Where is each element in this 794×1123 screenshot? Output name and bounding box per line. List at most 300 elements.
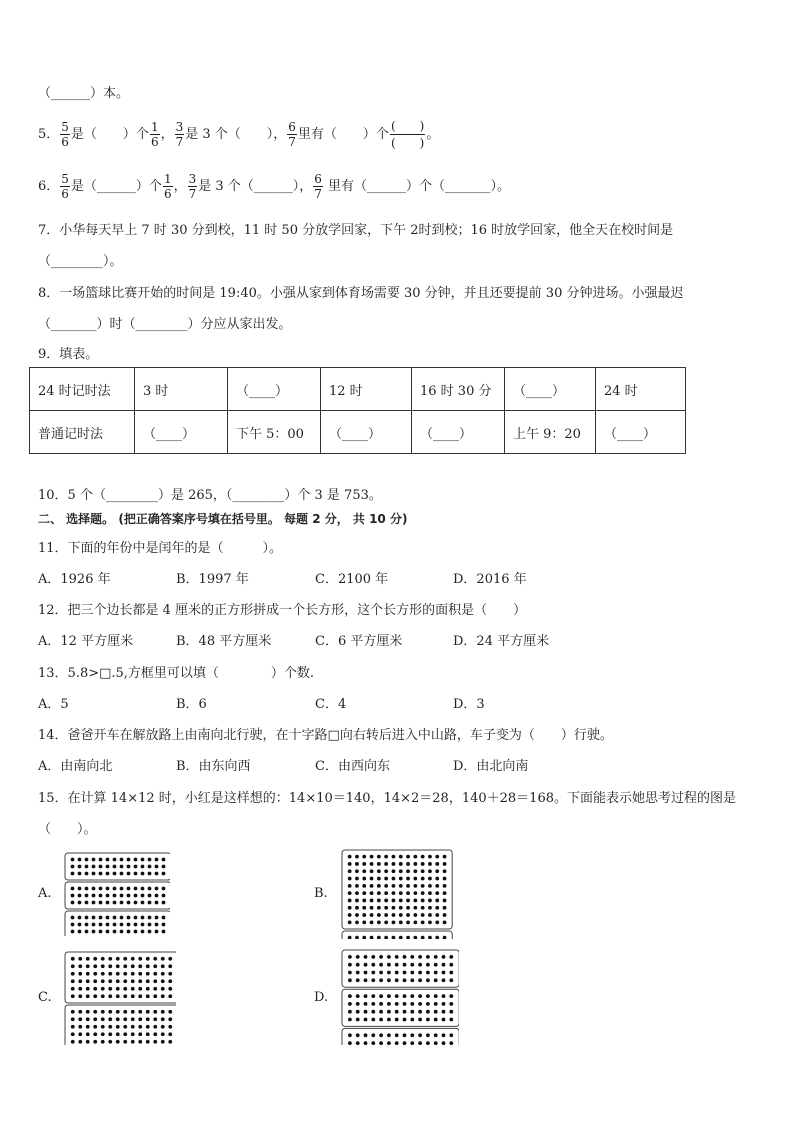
figure-a-label[interactable]: A. [38, 886, 52, 901]
dot [86, 979, 90, 983]
dot [131, 987, 135, 991]
dot [392, 884, 396, 888]
table-cell: 普通记时法 [30, 411, 135, 454]
dot [161, 1010, 165, 1014]
dot [379, 994, 383, 998]
dot [108, 1040, 112, 1044]
dot [127, 858, 131, 862]
dot [148, 923, 152, 927]
dot [155, 916, 159, 920]
dot [392, 869, 396, 873]
q4-tail: （______）本。 [38, 86, 130, 101]
dot [113, 923, 117, 927]
dot [413, 906, 417, 910]
dot [392, 936, 396, 939]
q11-option-d[interactable]: D．2016 年 [453, 572, 527, 587]
dot [399, 906, 403, 910]
dot [131, 994, 135, 998]
q12-option-a[interactable]: A．12 平方厘米 [38, 634, 134, 649]
dot [71, 858, 75, 862]
dot [364, 1002, 368, 1006]
dot [428, 877, 432, 881]
dot [410, 1010, 414, 1014]
dot [435, 877, 439, 881]
dot [377, 920, 381, 924]
dot [377, 891, 381, 895]
dot [370, 899, 374, 903]
dot [99, 872, 103, 876]
dot [421, 906, 425, 910]
dot [116, 979, 120, 983]
dot [123, 964, 127, 968]
dot [356, 1018, 360, 1022]
dot [168, 1025, 172, 1029]
dot [428, 884, 432, 888]
dot [161, 1032, 165, 1036]
dot [153, 994, 157, 998]
dot [403, 1010, 407, 1014]
dot [116, 1017, 120, 1021]
dot [449, 1018, 453, 1022]
table-cell-blank[interactable]: （____） [596, 411, 686, 454]
dot [138, 964, 142, 968]
dot [362, 913, 366, 917]
dot [120, 923, 124, 927]
q12-option-b[interactable]: B．48 平方厘米 [176, 634, 272, 649]
dot [370, 913, 374, 917]
dot [127, 916, 131, 920]
dot [116, 987, 120, 991]
q6-text-3: 是 3 个（______）， [198, 179, 313, 194]
dot [371, 1010, 375, 1014]
dot [399, 862, 403, 866]
dot [406, 899, 410, 903]
dot [78, 994, 82, 998]
dot [161, 994, 165, 998]
dot [410, 1002, 414, 1006]
dot [421, 855, 425, 859]
dot [108, 1010, 112, 1014]
dot [395, 955, 399, 959]
dot [86, 994, 90, 998]
dot [449, 963, 453, 967]
dot [131, 972, 135, 976]
dot [161, 987, 165, 991]
dot [410, 971, 414, 975]
dot-group-frame [342, 1028, 459, 1045]
dot [418, 1002, 422, 1006]
dot [442, 963, 446, 967]
dot [384, 906, 388, 910]
dot [370, 862, 374, 866]
dot [123, 994, 127, 998]
dot [442, 1041, 446, 1045]
dot [406, 920, 410, 924]
dot [155, 872, 159, 876]
q5-text-1: 是（ ）个 [70, 127, 149, 142]
dot [127, 930, 131, 934]
dot [120, 930, 124, 934]
dot [355, 877, 359, 881]
dot [162, 916, 166, 920]
dot [153, 957, 157, 961]
q13-option-b[interactable]: B．6 [176, 697, 207, 712]
dot [93, 1032, 97, 1036]
dot [155, 887, 159, 891]
dot [92, 872, 96, 876]
dot [134, 865, 138, 869]
dot [355, 869, 359, 873]
dot [413, 862, 417, 866]
q12-option-d[interactable]: D．24 平方厘米 [453, 634, 550, 649]
dot [403, 1018, 407, 1022]
dot [85, 894, 89, 898]
q11-option-c[interactable]: C．2100 年 [315, 572, 389, 587]
dot [134, 923, 138, 927]
dot [426, 955, 430, 959]
dot [370, 869, 374, 873]
dot [99, 858, 103, 862]
dot [86, 964, 90, 968]
table-cell-blank[interactable]: （____） [228, 368, 321, 411]
dot [71, 972, 75, 976]
dot [101, 964, 105, 968]
dot [348, 877, 352, 881]
dot [377, 936, 381, 939]
table-cell-blank[interactable]: （____） [321, 411, 412, 454]
dot [449, 978, 453, 982]
dot [399, 869, 403, 873]
dot [93, 1017, 97, 1021]
dot [399, 936, 403, 939]
dot [403, 994, 407, 998]
dot [134, 872, 138, 876]
question-10: 10．5 个（________）是 265，（________）个 3 是 753。 [38, 488, 382, 503]
dot [162, 923, 166, 927]
q5-fraction-3: $\frac{3}{7}$ [175, 120, 184, 149]
dot [99, 865, 103, 869]
dot [399, 855, 403, 859]
dot [161, 957, 165, 961]
dot [413, 877, 417, 881]
dot [371, 971, 375, 975]
q14-option-d[interactable]: D．由北向南 [453, 759, 529, 774]
q15-answer-blank[interactable]: （ ）。 [38, 822, 97, 837]
dot [410, 978, 414, 982]
dot [155, 865, 159, 869]
table-cell: 下午 5：00 [228, 411, 321, 454]
dot [348, 963, 352, 967]
dot [148, 894, 152, 898]
question-5 [38, 118, 439, 151]
dot [384, 920, 388, 924]
dot [392, 855, 396, 859]
dot [410, 994, 414, 998]
figure-c-label[interactable]: C. [38, 990, 52, 1005]
dot [348, 913, 352, 917]
q5-fraction-blank[interactable]: $\frac{( )}{( )}$ [390, 119, 425, 150]
dot [113, 916, 117, 920]
dot [379, 1041, 383, 1045]
table-cell-blank[interactable]: （____） [135, 411, 228, 454]
dot [92, 887, 96, 891]
dot [392, 899, 396, 903]
q13-option-d[interactable]: D．3 [453, 697, 485, 712]
dot [93, 979, 97, 983]
dot [120, 887, 124, 891]
dot [379, 978, 383, 982]
dot [356, 1033, 360, 1037]
dot [153, 987, 157, 991]
dot [71, 930, 75, 934]
dot [348, 971, 352, 975]
dot [161, 964, 165, 968]
dot [362, 920, 366, 924]
dot [138, 1025, 142, 1029]
dot [106, 901, 110, 905]
dot [86, 1032, 90, 1036]
dot [362, 906, 366, 910]
dot [377, 899, 381, 903]
dot [428, 906, 432, 910]
dot [435, 869, 439, 873]
dot [348, 1010, 352, 1014]
dot [395, 963, 399, 967]
dot [86, 987, 90, 991]
dot [428, 891, 432, 895]
dot [93, 987, 97, 991]
q11-option-b[interactable]: B．1997 年 [176, 572, 249, 587]
dot [377, 884, 381, 888]
dot [155, 858, 159, 862]
dot [127, 872, 131, 876]
dot [362, 884, 366, 888]
dot [371, 1041, 375, 1045]
dot-array-figure-d [341, 949, 459, 1045]
dot [131, 1025, 135, 1029]
dot [387, 955, 391, 959]
dot [93, 957, 97, 961]
dot [78, 901, 82, 905]
dot [428, 869, 432, 873]
dot [379, 963, 383, 967]
q11-option-a[interactable]: A．1926 年 [38, 572, 111, 587]
dot [101, 1025, 105, 1029]
q12-stem: 12．把三个边长都是 4 厘米的正方形拼成一个长方形，这个长方形的面积是（ ） [38, 603, 527, 618]
dot [92, 923, 96, 927]
dot [99, 901, 103, 905]
dot [434, 955, 438, 959]
dot [410, 1033, 414, 1037]
dot [362, 891, 366, 895]
dot [395, 978, 399, 982]
dot [355, 891, 359, 895]
dot [364, 955, 368, 959]
dot [86, 1040, 90, 1044]
dot [106, 858, 110, 862]
q5-text-2: ， [160, 127, 174, 142]
dot [162, 930, 166, 934]
dot [71, 1040, 75, 1044]
q14-option-c[interactable]: C．由西向东 [315, 759, 390, 774]
dot-group-frame [342, 950, 459, 987]
dot [116, 1032, 120, 1036]
dot [168, 964, 172, 968]
dot [364, 1033, 368, 1037]
dot [99, 916, 103, 920]
dot [421, 920, 425, 924]
table-cell-blank[interactable]: （____） [505, 368, 596, 411]
dot [108, 957, 112, 961]
dot [168, 994, 172, 998]
q5-text-5: 。 [426, 127, 440, 142]
dot [418, 978, 422, 982]
dot [348, 1018, 352, 1022]
dot [101, 994, 105, 998]
dot [71, 964, 75, 968]
q12-option-c[interactable]: C．6 平方厘米 [315, 634, 403, 649]
dot [403, 978, 407, 982]
dot [387, 1010, 391, 1014]
table-cell-blank[interactable]: （____） [412, 411, 505, 454]
dot [364, 978, 368, 982]
dot [426, 963, 430, 967]
dot [138, 979, 142, 983]
dot [141, 901, 145, 905]
dot [371, 963, 375, 967]
dot [348, 855, 352, 859]
dot [141, 894, 145, 898]
dot [93, 972, 97, 976]
dot [78, 1032, 82, 1036]
dot [138, 957, 142, 961]
dot [384, 913, 388, 917]
dot [356, 971, 360, 975]
dot [141, 923, 145, 927]
q5-fraction-2: $\frac{1}{6}$ [150, 120, 159, 149]
dot [101, 1017, 105, 1021]
dot [406, 884, 410, 888]
figure-b-label[interactable]: B. [314, 886, 328, 901]
dot [86, 957, 90, 961]
dot [116, 1010, 120, 1014]
dot [120, 858, 124, 862]
dot [364, 1041, 368, 1045]
figure-d-label[interactable]: D. [314, 990, 329, 1005]
dot [449, 1041, 453, 1045]
dot [148, 916, 152, 920]
dot [134, 858, 138, 862]
dot [418, 1018, 422, 1022]
dot [442, 1033, 446, 1037]
dot [116, 1040, 120, 1044]
q13-option-a[interactable]: A．5 [38, 697, 69, 712]
dot [442, 994, 446, 998]
dot [370, 920, 374, 924]
dot [113, 930, 117, 934]
dot [101, 957, 105, 961]
dot [384, 891, 388, 895]
dot [395, 1002, 399, 1006]
q8-answer-blank[interactable]: （_______）时（________）分应从家出发。 [38, 317, 292, 332]
dot [406, 891, 410, 895]
dot [162, 865, 166, 869]
dot [148, 872, 152, 876]
q13-option-c[interactable]: C．4 [315, 697, 347, 712]
dot [153, 1010, 157, 1014]
dot [392, 913, 396, 917]
dot [141, 872, 145, 876]
dot [377, 877, 381, 881]
q14-option-a[interactable]: A．由南向北 [38, 759, 113, 774]
dot [138, 1010, 142, 1014]
dot [418, 955, 422, 959]
dot [371, 1018, 375, 1022]
dot [138, 1040, 142, 1044]
dot [384, 884, 388, 888]
dot [148, 887, 152, 891]
dot [116, 972, 120, 976]
dot [78, 987, 82, 991]
dot [364, 994, 368, 998]
dot [123, 1017, 127, 1021]
dot [387, 978, 391, 982]
dot [93, 1025, 97, 1029]
dot [168, 1017, 172, 1021]
dot [421, 899, 425, 903]
dot [348, 936, 352, 939]
dot [362, 855, 366, 859]
dot [418, 963, 422, 967]
dot [428, 913, 432, 917]
dot [146, 987, 150, 991]
dot [78, 930, 82, 934]
dot [435, 884, 439, 888]
dot [78, 894, 82, 898]
dot [123, 1040, 127, 1044]
q14-option-b[interactable]: B．由东向西 [176, 759, 251, 774]
dot [435, 913, 439, 917]
dot [168, 1040, 172, 1044]
dot [108, 979, 112, 983]
dot [434, 1033, 438, 1037]
dot [355, 920, 359, 924]
dot [86, 972, 90, 976]
dot [123, 1025, 127, 1029]
dot [421, 862, 425, 866]
dot [161, 979, 165, 983]
dot [442, 1002, 446, 1006]
dot [127, 894, 131, 898]
dot [395, 1041, 399, 1045]
dot [106, 872, 110, 876]
dot [162, 858, 166, 862]
dot [426, 1033, 430, 1037]
dot [449, 994, 453, 998]
dot [162, 894, 166, 898]
dot [348, 891, 352, 895]
dot [364, 971, 368, 975]
dot [86, 1025, 90, 1029]
dot [71, 872, 75, 876]
dot [134, 887, 138, 891]
dot [138, 1032, 142, 1036]
dot [92, 930, 96, 934]
q7-answer-blank[interactable]: （________）。 [38, 254, 123, 269]
q6-fraction-3: $\frac{3}{7}$ [188, 172, 197, 201]
dot [78, 979, 82, 983]
dot [131, 1010, 135, 1014]
